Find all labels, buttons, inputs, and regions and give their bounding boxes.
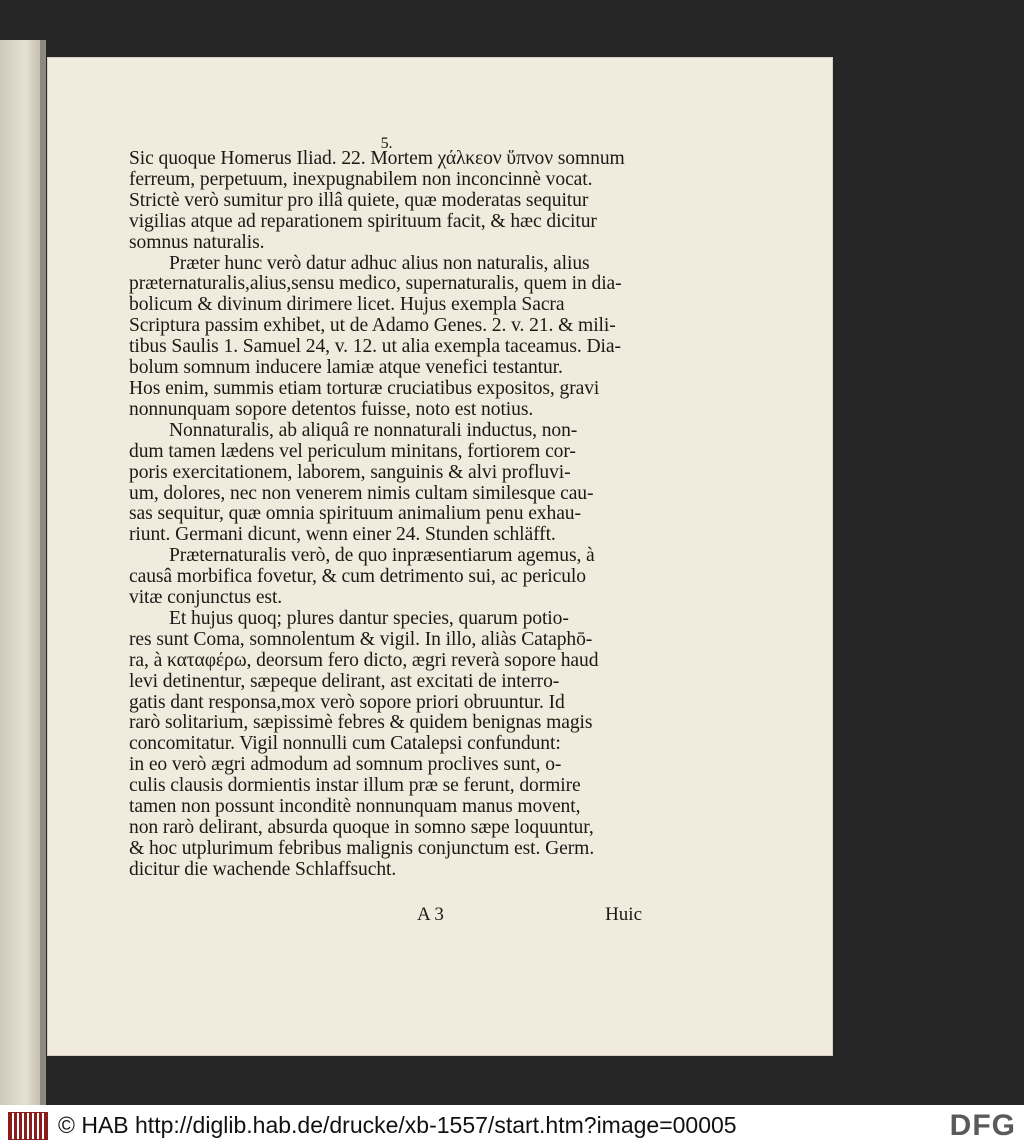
page-number: 5. xyxy=(380,135,393,152)
signature-mark: A 3 xyxy=(417,904,444,925)
text-line: in eo verò ægri admodum ad somnum proclives sunt, o- xyxy=(129,754,562,776)
text-line: non rarò delirant, absurda quoque in somno sæpe loquuntur, xyxy=(129,817,594,838)
adjacent-page-edge xyxy=(0,40,46,1105)
text-line: um, dolores, nec non venerem nimis cultam similesque cau- xyxy=(129,482,594,504)
text-line: dicitur die wachende Schlaffsucht. xyxy=(129,858,397,880)
barcode-icon xyxy=(8,1112,48,1140)
text-line: Præternaturalis verò, de quo inpræsentiarum agemus, à xyxy=(169,545,595,567)
text-line: gatis dant responsa,mox verò sopore priori obruuntur. Id xyxy=(129,691,565,713)
text-line: sas sequitur, quæ omnia spirituum animalium penu exhau- xyxy=(129,503,581,525)
text-line: rarò solitarium, sæpissimè febres & quidem benignas magis xyxy=(129,712,593,734)
text-line: Et hujus quoq; plures dantur species, quarum potio- xyxy=(169,607,569,629)
text-line: somnus naturalis. xyxy=(129,231,265,253)
text-line: riunt. Germani dicunt, wenn einer 24. Stunden schläfft. xyxy=(129,524,556,546)
text-line: res sunt Coma, somnolentum & vigil. In illo, aliàs Cataphō- xyxy=(129,628,593,650)
text-line: vitæ conjunctus est. xyxy=(129,587,283,609)
viewer-footer-bar xyxy=(0,1105,1024,1145)
text-line: poris exercitationem, laborem, sanguinis & alvi profluvi- xyxy=(129,461,571,483)
text-line: concomitatur. Vigil nonnulli cum Catalepsi confundunt: xyxy=(129,733,561,755)
text-line: Scriptura passim exhibet, ut de Adamo Genes. 2. v. 21. & mili- xyxy=(129,315,616,337)
text-line: dum tamen lædens vel periculum minitans, fortiorem cor- xyxy=(129,440,576,462)
text-line: tibus Saulis 1. Samuel 24, v. 12. ut alia exempla taceamus. Dia- xyxy=(129,336,621,358)
text-line: culis clausis dormientis instar illum præ se ferunt, dormire xyxy=(129,775,581,797)
text-line: & hoc utplurimum febribus malignis conjunctum est. Germ. xyxy=(129,837,595,859)
catchword: Huic xyxy=(605,904,642,925)
text-line: bolicum & divinum dirimere licet. Hujus exempla Sacra xyxy=(129,294,565,316)
text-line: ra, à καταφέρω, deorsum fero dicto, ægri reverà sopore haud xyxy=(129,649,599,671)
document-page xyxy=(47,57,833,1056)
text-line: tamen non possunt inconditè nonnunquam manus movent, xyxy=(129,796,581,818)
text-line: Nonnaturalis, ab aliquâ re nonnaturali inductus, non- xyxy=(169,419,578,441)
text-line: Sic quoque Homerus Iliad. 22. Mortem χάλκεον ὕπνον somnum xyxy=(129,148,625,169)
text-line: Hos enim, summis etiam torturæ cruciatibus expositos, gravi xyxy=(129,377,600,399)
text-line: vigilias atque ad reparationem spirituum facit, & hæc dicitur xyxy=(129,210,597,232)
dfg-logo: DFG xyxy=(949,1109,1016,1142)
copyright-link[interactable]: © HAB http://diglib.hab.de/drucke/xb-1557/start.htm?image=00005 xyxy=(58,1112,737,1138)
text-line: bolum somnum inducere lamiæ atque venefici testantur. xyxy=(129,357,563,379)
text-line: levi detinentur, sæpeque delirant, ast excitati de interro- xyxy=(129,670,560,692)
text-line: nonnunquam sopore detentos fuisse, noto est notius. xyxy=(129,398,534,420)
text-line: Præter hunc verò datur adhuc alius non naturalis, alius xyxy=(169,252,590,274)
text-line: ferreum, perpetuum, inexpugnabilem non inconcinnè vocat. xyxy=(129,168,593,190)
text-line: Strictè verò sumitur pro illâ quiete, quæ moderatas sequitur xyxy=(129,189,589,211)
text-line: præternaturalis,alius,sensu medico, supernaturalis, quem in dia- xyxy=(129,273,622,295)
page-gutter-shadow xyxy=(40,40,46,1105)
page-text-block xyxy=(129,137,644,881)
text-line: causâ morbifica fovetur, & cum detrimento sui, ac periculo xyxy=(129,566,586,588)
